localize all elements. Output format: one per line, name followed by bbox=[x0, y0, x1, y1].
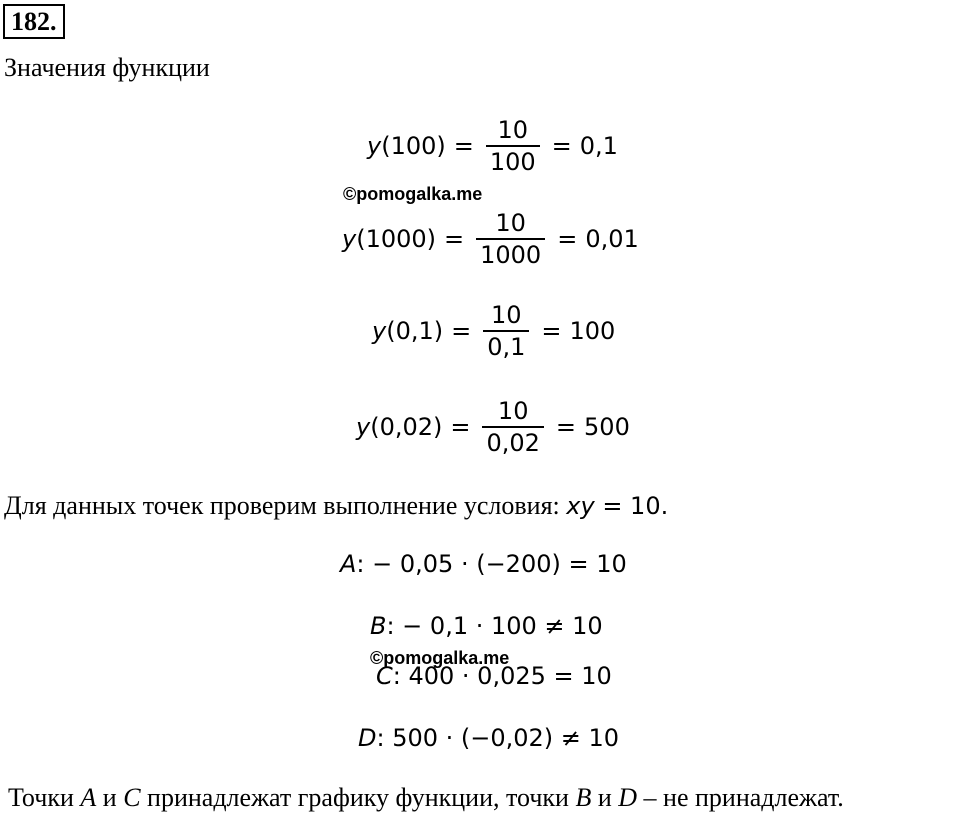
conclusion-text: Точки bbox=[8, 783, 81, 812]
function-argument: (1000) bbox=[356, 225, 437, 253]
fraction-denominator: 0,1 bbox=[487, 333, 526, 361]
equation-result: 0,01 bbox=[585, 225, 639, 253]
watermark: ©pomogalka.me bbox=[343, 184, 483, 204]
check-expression: : 500 · (−0,02) ≠ 10 bbox=[376, 724, 620, 752]
condition-equality: = 10. bbox=[594, 492, 669, 520]
watermark: ©pomogalka.me bbox=[370, 648, 510, 668]
condition-line bbox=[4, 491, 668, 521]
check-point-b bbox=[370, 612, 603, 640]
function-name: y bbox=[372, 317, 387, 345]
fraction-denominator: 100 bbox=[489, 148, 536, 176]
check-point-c bbox=[376, 662, 612, 690]
point-label: D bbox=[358, 724, 377, 752]
point-label: C bbox=[376, 662, 393, 690]
equation-3: y (0,1) = $\frac{10}{0,1}$ = 100 bbox=[372, 301, 616, 361]
point-a-label: A bbox=[80, 783, 97, 812]
conclusion-text: и bbox=[591, 783, 619, 812]
conclusion-text: – не принадлежат. bbox=[637, 783, 844, 812]
point-c-label: C bbox=[123, 783, 141, 812]
equation-2: y (1000) = $\frac{10}{1000}$ = 0,01 bbox=[342, 209, 639, 269]
function-name: y bbox=[367, 132, 382, 160]
fraction bbox=[482, 396, 543, 458]
check-point-d bbox=[358, 724, 619, 752]
function-argument: (100) bbox=[381, 132, 446, 160]
point-d-label: D bbox=[618, 783, 638, 812]
fraction-numerator: 10 bbox=[491, 301, 522, 329]
equation-1: y (100) = $\frac{10}{100}$ = 0,1 bbox=[367, 116, 618, 176]
fraction-numerator: 10 bbox=[497, 116, 529, 144]
equation-result: 0,1 bbox=[579, 132, 618, 160]
fraction bbox=[486, 115, 540, 177]
function-name: y bbox=[356, 413, 371, 441]
conclusion-text: принадлежат графику функции, точки bbox=[140, 783, 576, 812]
fraction-denominator: 1000 bbox=[480, 241, 542, 269]
condition-text: Для данных точек проверим выполнение условия: bbox=[4, 491, 560, 520]
intro-text: Значения функции bbox=[4, 53, 210, 82]
point-b-label: B bbox=[575, 783, 592, 812]
fraction-denominator: 0,02 bbox=[486, 429, 540, 457]
fraction bbox=[483, 300, 529, 362]
function-argument: (0,02) bbox=[370, 413, 443, 441]
conclusion-text: и bbox=[96, 783, 124, 812]
point-label: A bbox=[340, 550, 357, 578]
check-expression: : − 0,1 · 100 ≠ 10 bbox=[386, 612, 603, 640]
fraction-numerator: 10 bbox=[495, 209, 526, 237]
check-expression: : − 0,05 · (−200) = 10 bbox=[356, 550, 627, 578]
equation-4: y (0,02) = $\frac{10}{0,02}$ = 500 bbox=[356, 397, 630, 457]
point-label: B bbox=[370, 612, 387, 640]
check-expression: : 400 · 0,025 = 10 bbox=[392, 662, 612, 690]
conclusion-line bbox=[8, 783, 844, 813]
function-argument: (0,1) bbox=[386, 317, 444, 345]
task-number-badge: 182. bbox=[3, 4, 65, 39]
check-point-a bbox=[340, 550, 627, 578]
equation-result: 100 bbox=[569, 317, 616, 345]
fraction bbox=[476, 208, 545, 270]
condition-variables: xy bbox=[566, 492, 595, 520]
fraction-numerator: 10 bbox=[497, 397, 529, 425]
equation-result: 500 bbox=[584, 413, 630, 441]
function-name: y bbox=[342, 225, 357, 253]
